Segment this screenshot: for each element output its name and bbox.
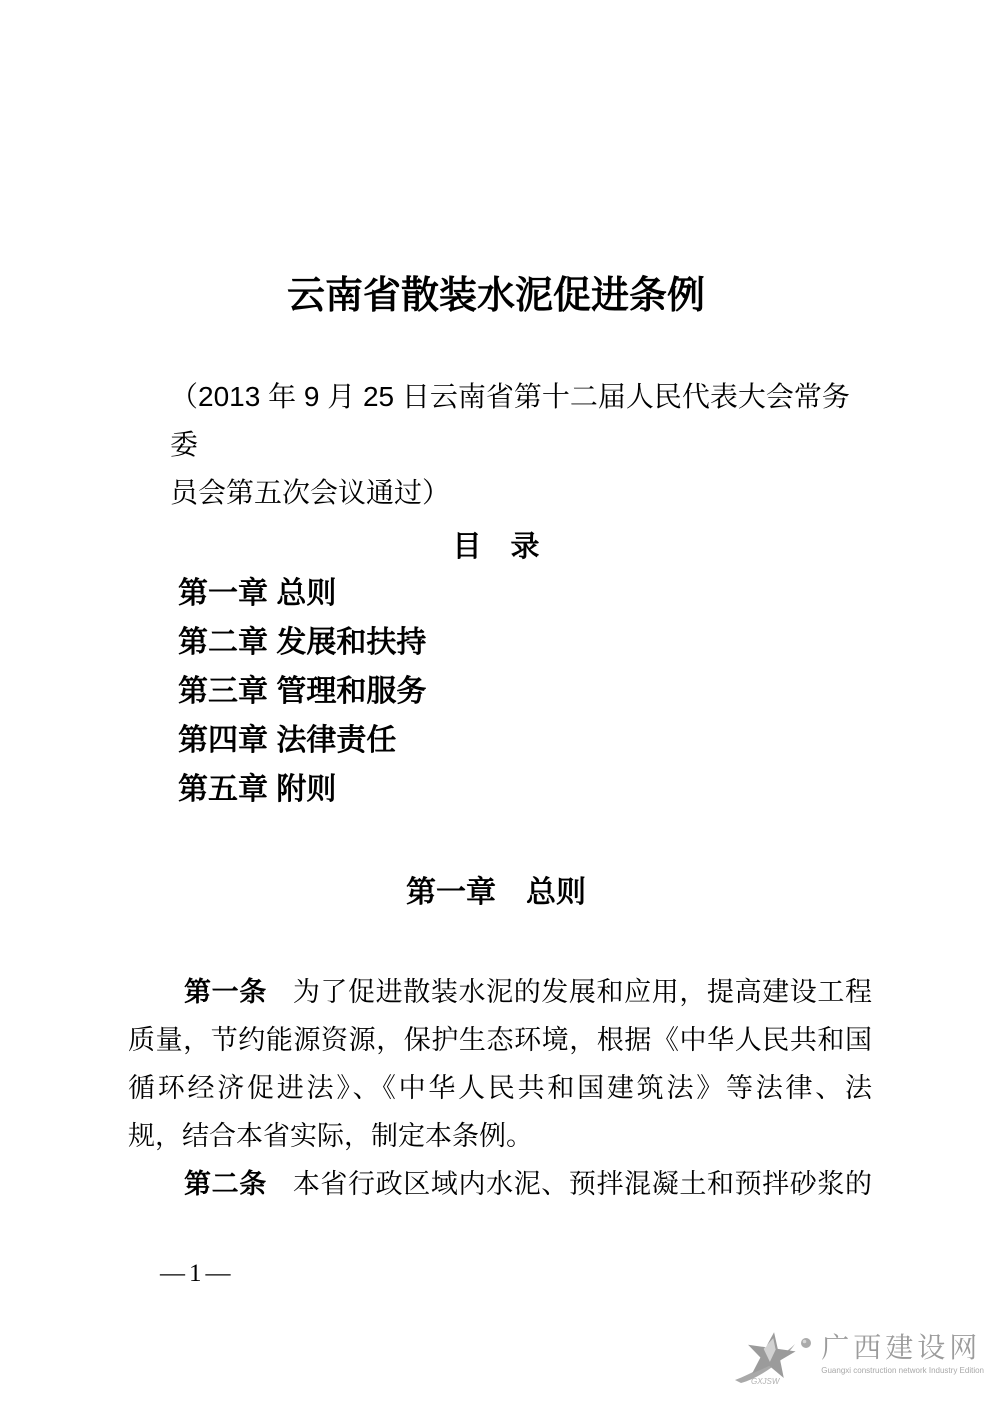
- toc-item-chapter-1: 第一章 总则: [178, 577, 337, 610]
- watermark-tagline: Guangxi construction network Industry Edition: [821, 1366, 984, 1375]
- toc-item-chapter-3: 第三章 管理和服务: [178, 675, 427, 708]
- article-1-line-2: 质量，节约能源资源，保护生态环境，根据《中华人民共和国: [128, 1025, 872, 1055]
- page-number: —1—: [160, 1260, 235, 1287]
- article-1-number: 第一条: [184, 977, 267, 1007]
- article-2-number: 第二条: [184, 1169, 267, 1199]
- subtitle-line-2: 员会第五次会议通过）: [170, 477, 451, 508]
- watermark-text: [821, 1314, 984, 1376]
- toc-item-chapter-5: 第五章 附则: [178, 773, 337, 806]
- article-1-line-3: 循环经济促进法》、《中华人民共和国建筑法》等法律、法: [128, 1073, 872, 1103]
- article-2-line-1: [128, 1160, 872, 1208]
- watermark-site-name: 广西建设网: [821, 1332, 982, 1363]
- toc-list: [178, 569, 426, 814]
- logo-tiny-text: GXJSW: [751, 1377, 780, 1386]
- toc-heading: 目 录: [452, 531, 540, 563]
- article-1-text-1: 为了促进散装水泥的发展和应用，提高建设工程: [292, 977, 873, 1007]
- article-1-line-1: [128, 968, 872, 1016]
- star-logo-icon: [729, 1328, 817, 1393]
- toc-item-chapter-4: 第四章 法律责任: [178, 724, 397, 757]
- article-body: [128, 968, 872, 1208]
- article-2-text-1: 本省行政区域内水泥、预拌混凝土和预拌砂浆的: [292, 1169, 873, 1199]
- subtitle-line-1: （2013 年 9 月 25 日云南省第十二届人民代表大会常务委: [170, 381, 850, 460]
- watermark: [729, 1314, 984, 1393]
- document-title: 云南省散装水泥促进条例: [286, 275, 705, 317]
- toc-item-chapter-2: 第二章 发展和扶持: [178, 626, 427, 659]
- article-1-line-4: 规，结合本省实际，制定本条例。: [128, 1121, 533, 1151]
- document-subtitle: [170, 373, 860, 517]
- chapter-1-heading: 第一章 总则: [406, 876, 586, 909]
